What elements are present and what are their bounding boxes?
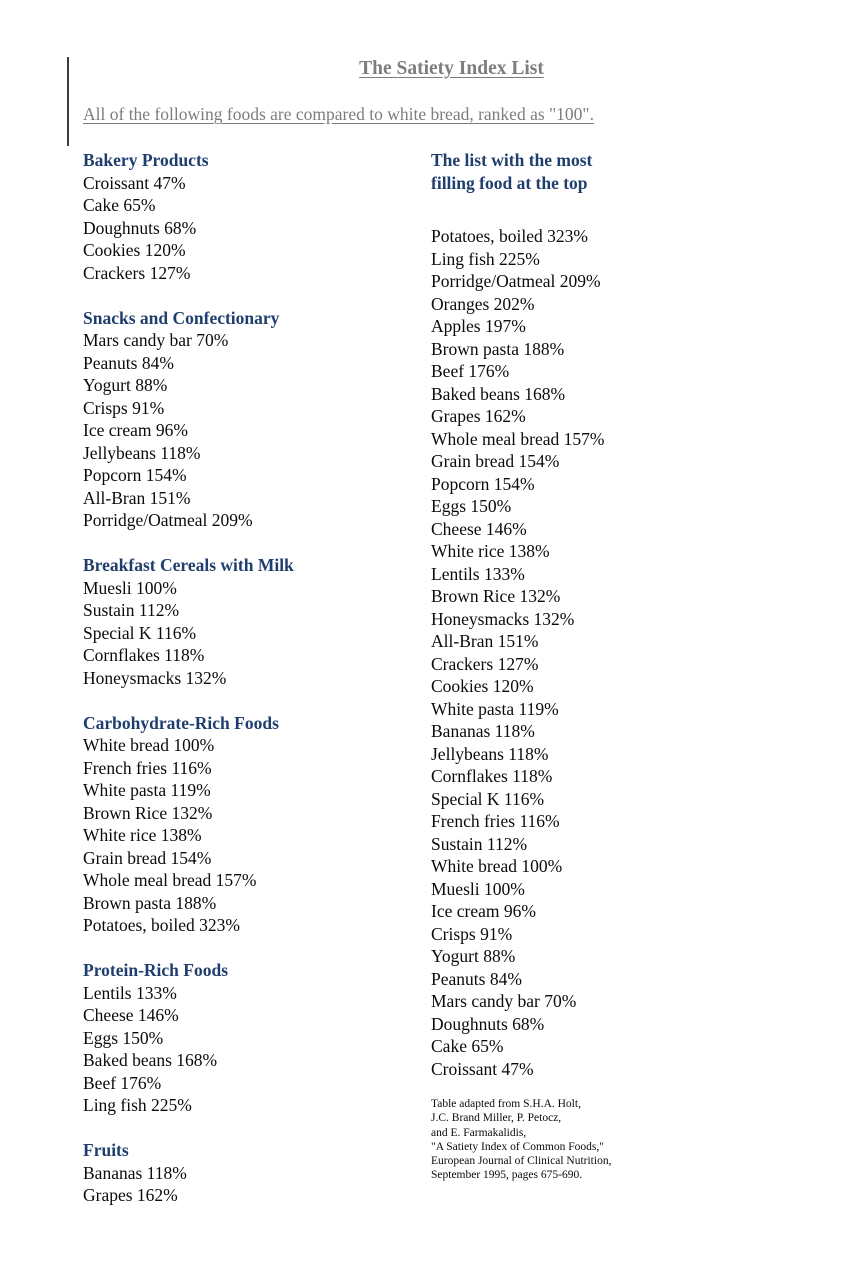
food-item: Honeysmacks 132%: [83, 667, 227, 688]
food-item: White bread 100%: [431, 856, 563, 876]
category-items: [83, 577, 413, 690]
citation-line: September 1995, pages 675-690.: [431, 1169, 583, 1182]
food-item: Mars candy bar 70%: [431, 991, 577, 1011]
category-items: [83, 734, 413, 937]
food-item: Crackers 127%: [83, 262, 191, 283]
food-item: Brown Rice 132%: [83, 802, 213, 823]
food-item: Bananas 118%: [431, 721, 535, 741]
food-item: Special K 116%: [83, 622, 197, 643]
ranked-list-heading: The list with the most filling food at the top: [431, 150, 593, 193]
food-item: Muesli 100%: [431, 878, 525, 899]
food-item: Apples 197%: [431, 316, 526, 336]
food-item: French fries 116%: [431, 811, 560, 831]
food-item: Lentils 133%: [431, 563, 525, 584]
food-item: Eggs 150%: [83, 1027, 164, 1048]
food-item: Doughnuts 68%: [431, 1013, 545, 1034]
food-item: Popcorn 154%: [431, 473, 535, 494]
food-category-section: [83, 307, 413, 532]
food-item: Doughnuts 68%: [83, 217, 197, 238]
food-item: Baked beans 168%: [83, 1050, 218, 1070]
food-item: Cheese 146%: [431, 518, 527, 539]
citation-line: European Journal of Clinical Nutrition,: [431, 1155, 612, 1168]
revision-margin-bar: [67, 57, 69, 146]
page-title: The Satiety Index List: [359, 58, 544, 79]
food-item: Cake 65%: [83, 195, 156, 215]
category-heading: Snacks and Confectionary: [83, 307, 280, 328]
food-item: Ice cream 96%: [83, 420, 188, 440]
food-item: All-Bran 151%: [83, 487, 191, 508]
food-item: Porridge/Oatmeal 209%: [83, 510, 253, 530]
document-header: [83, 57, 820, 126]
food-item: Bananas 118%: [83, 1162, 187, 1183]
category-heading: Bakery Products: [83, 150, 209, 170]
food-item: Croissant 47%: [431, 1058, 534, 1079]
left-column: [83, 149, 413, 1229]
category-items: [83, 172, 413, 285]
category-items: [83, 982, 413, 1117]
citation-line: and E. Farmakalidis,: [431, 1126, 527, 1139]
category-heading: Carbohydrate-Rich Foods: [83, 712, 279, 733]
food-item: Grain bread 154%: [83, 847, 212, 868]
food-item: White pasta 119%: [431, 698, 559, 719]
food-item: Grapes 162%: [83, 1185, 178, 1205]
category-heading: Protein-Rich Foods: [83, 960, 229, 980]
food-item: Beef 176%: [83, 1072, 162, 1093]
food-item: Crackers 127%: [431, 653, 539, 674]
food-item: Yogurt 88%: [83, 375, 168, 395]
food-item: Yogurt 88%: [431, 946, 516, 966]
food-item: Crisps 91%: [431, 923, 513, 944]
food-item: Brown Rice 132%: [431, 586, 561, 606]
page-subtitle: All of the following foods are compared to white bread, ranked as "100".: [83, 104, 594, 124]
food-item: Sustain 112%: [83, 600, 180, 620]
food-item: Peanuts 84%: [83, 352, 174, 373]
food-category-section: [83, 712, 413, 937]
ranked-list: [431, 225, 761, 1080]
food-item: Cornflakes 118%: [83, 645, 205, 665]
food-item: White rice 138%: [83, 825, 202, 845]
food-item: Muesli 100%: [83, 577, 177, 598]
category-heading: Fruits: [83, 1140, 129, 1160]
food-item: White rice 138%: [431, 541, 550, 561]
food-item: White bread 100%: [83, 735, 215, 755]
food-item: Eggs 150%: [431, 496, 512, 516]
food-item: Crisps 91%: [83, 397, 165, 418]
food-item: Honeysmacks 132%: [431, 608, 575, 629]
food-item: Croissant 47%: [83, 172, 186, 193]
food-item: Mars candy bar 70%: [83, 330, 229, 350]
food-item: Grapes 162%: [431, 406, 526, 426]
food-item: Oranges 202%: [431, 293, 535, 314]
food-item: White pasta 119%: [83, 780, 211, 800]
food-item: Ice cream 96%: [431, 901, 536, 921]
food-item: Special K 116%: [431, 788, 545, 809]
citation-line: "A Satiety Index of Common Foods,": [431, 1140, 604, 1153]
food-item: Cake 65%: [431, 1036, 504, 1056]
food-item: Ling fish 225%: [431, 248, 540, 269]
food-item: Baked beans 168%: [431, 383, 566, 404]
food-item: Potatoes, boiled 323%: [83, 915, 240, 935]
category-items: [83, 329, 413, 532]
food-item: Whole meal bread 157%: [83, 870, 257, 890]
right-column: [431, 149, 761, 1183]
food-item: Jellybeans 118%: [431, 743, 549, 764]
food-item: Grain bread 154%: [431, 451, 560, 471]
food-item: All-Bran 151%: [431, 631, 539, 651]
category-heading: Breakfast Cereals with Milk: [83, 555, 294, 575]
category-items: [83, 1162, 413, 1207]
food-item: Cookies 120%: [83, 240, 186, 260]
food-category-section: [83, 959, 413, 1117]
food-item: Cornflakes 118%: [431, 766, 553, 786]
citation-line: Table adapted from S.H.A. Holt,: [431, 1098, 581, 1110]
food-category-section: [83, 1139, 413, 1207]
food-item: Jellybeans 118%: [83, 442, 201, 463]
food-category-section: [83, 149, 413, 284]
citation-block: [431, 1097, 761, 1183]
food-item: French fries 116%: [83, 757, 212, 778]
food-item: Beef 176%: [431, 361, 510, 381]
food-item: Porridge/Oatmeal 209%: [431, 271, 601, 291]
food-item: Brown pasta 188%: [431, 338, 565, 359]
citation-line: J.C. Brand Miller, P. Petocz,: [431, 1112, 562, 1125]
food-item: Sustain 112%: [431, 833, 528, 854]
food-item: Lentils 133%: [83, 982, 177, 1003]
food-item: Cheese 146%: [83, 1005, 179, 1025]
food-item: Cookies 120%: [431, 676, 534, 696]
food-category-section: [83, 554, 413, 689]
food-item: Popcorn 154%: [83, 465, 187, 485]
food-item: Potatoes, boiled 323%: [431, 226, 588, 246]
food-item: Ling fish 225%: [83, 1095, 192, 1115]
food-item: Whole meal bread 157%: [431, 428, 605, 449]
food-item: Peanuts 84%: [431, 968, 522, 989]
food-item: Brown pasta 188%: [83, 892, 217, 913]
